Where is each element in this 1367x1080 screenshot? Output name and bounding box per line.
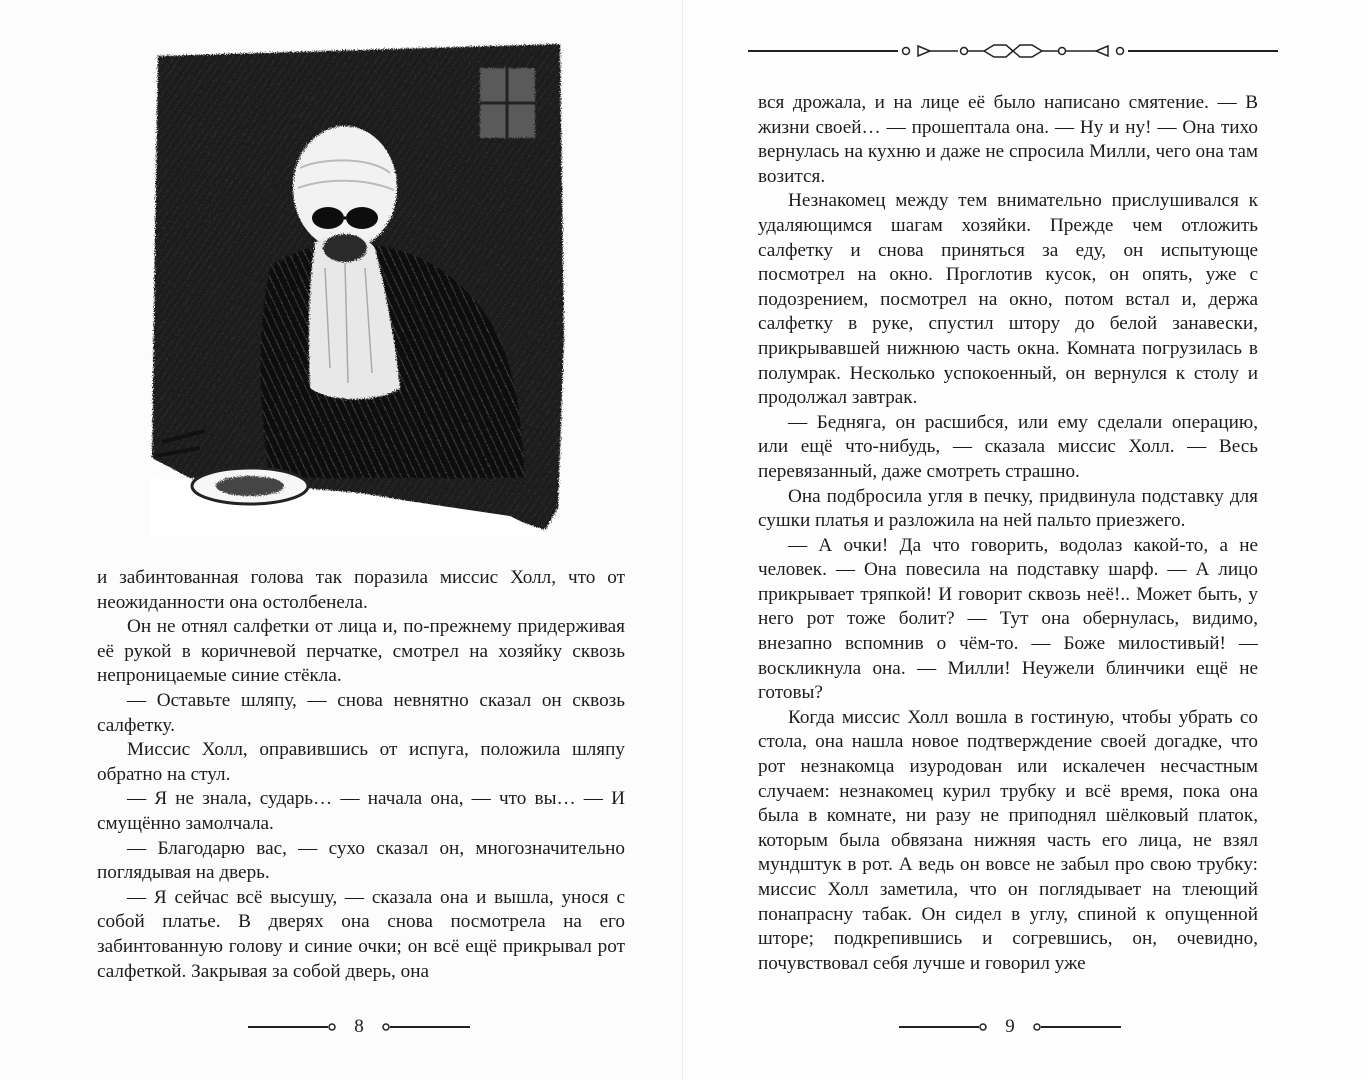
paragraph: — А очки! Да что говорить, водолаз какой-то, а не человек. — Она повесила на подставку шарф. — А лицо прикрывает тряпкой! И говорит сквозь неё!.. Может быть, у него рот тоже болит? — Тут она обернулась, видимо, внезапно вспомнив о чём-то. — Боже милостивый! — воскликнула она. — Милли! Неужели блинчики ещё не готовы? (758, 534, 1258, 704)
paragraph: Он не отнял салфетки от лица и, по-прежнему придерживая её рукой в коричневой перчатке, смотрел на хозяйку сквозь непроницаемые синие стёкла. (97, 616, 625, 687)
page-number: 8 (354, 1016, 364, 1037)
paragraph: Незнакомец между тем внимательно прислушивался к удаляющимся шагам хозяйки. Прежде чем отложить салфетку и снова приняться за еду, он испытующе посмотрел на окно. Проглотив кусок, он опять, уже с подозрением, посмотрел на окно, потом встал и, держа салфетку в руке, спустил штору до белой занавески, прикрывавшей нижнюю часть окна. Комната погрузилась в полумрак. Несколько успокоенный, он вернулся к столу и продолжал завтрак. (758, 190, 1258, 409)
paragraph: — Благодарю вас, — сухо сказал он, многозначительно поглядывая на дверь. (97, 837, 625, 884)
decorative-rule-ornament-icon (748, 40, 1278, 62)
footer-rule-left-icon (899, 1016, 989, 1038)
paragraph: Когда миссис Холл вошла в гостиную, чтобы убрать со стола, она нашла новое подтверждение своей догадке, что рот незнакомца изуродован или искалечен несчастным случаем: незнакомец курил трубку и всё время, пока она была в комнате, ни разу не приподнял шёлковый платок, которым была обвязана нижняя часть его лица, не взял мундштук в рот. А ведь он вовсе не забыл про свою трубку: миссис Холл заметила, что он поглядывает на тлеющий понапрасну табак. Он сидел в углу, спиной к опущенной шторе; подкрепившись и согревшись, он, очевидно, почувствовал себя лучше и говорил уже (758, 706, 1258, 974)
paragraph: — Бедняга, он расшибся, или ему сделали операцию, или ещё что-нибудь, — сказала миссис Холл. — Весь перевязанный, даже смотреть страшно. (758, 411, 1258, 482)
paragraph: — Я не знала, сударь… — начала она, — что вы… — И смущённо замолчала. (97, 788, 625, 834)
left-body-text (97, 566, 625, 984)
paragraph: и забинтованная голова так поразила миссис Холл, что от неожиданности она остолбенела. (97, 567, 625, 613)
page-number-footer (899, 1016, 1121, 1040)
paragraph: — Я сейчас всё высушу, — сказала она и вышла, унося с собой платье. В дверях она снова посмотрела на его забинтованную голову и синие очки; он всё ещё прикрывал рот салфеткой. Закрывая за собой дверь, она (97, 886, 625, 982)
page-number-footer (248, 1016, 470, 1040)
footer-rule-left-icon (248, 1016, 338, 1038)
page-number: 9 (1005, 1016, 1015, 1037)
footer-rule-right-icon (380, 1016, 470, 1038)
illustration-man-with-bandaged-head (150, 38, 568, 536)
right-page (683, 0, 1367, 1080)
paragraph: Она подбросила угля в печку, придвинула подставку для сушки платья и разложила на ней пальто приезжего. (758, 485, 1258, 532)
paragraph: — Оставьте шляпу, — снова невнятно сказал он сквозь салфетку. (97, 689, 625, 736)
right-body-text (758, 91, 1258, 976)
footer-rule-right-icon (1031, 1016, 1121, 1038)
paragraph: вся дрожала, и на лице её было написано смятение. — В жизни своей… — прошептала она. — Ну и ну! — Она тихо вернулась на кухню и даже не спросила Милли, чего она там возится. (758, 92, 1258, 187)
paragraph: Миссис Холл, оправившись от испуга, положила шляпу обратно на стул. (97, 739, 625, 785)
left-page (0, 0, 683, 1080)
